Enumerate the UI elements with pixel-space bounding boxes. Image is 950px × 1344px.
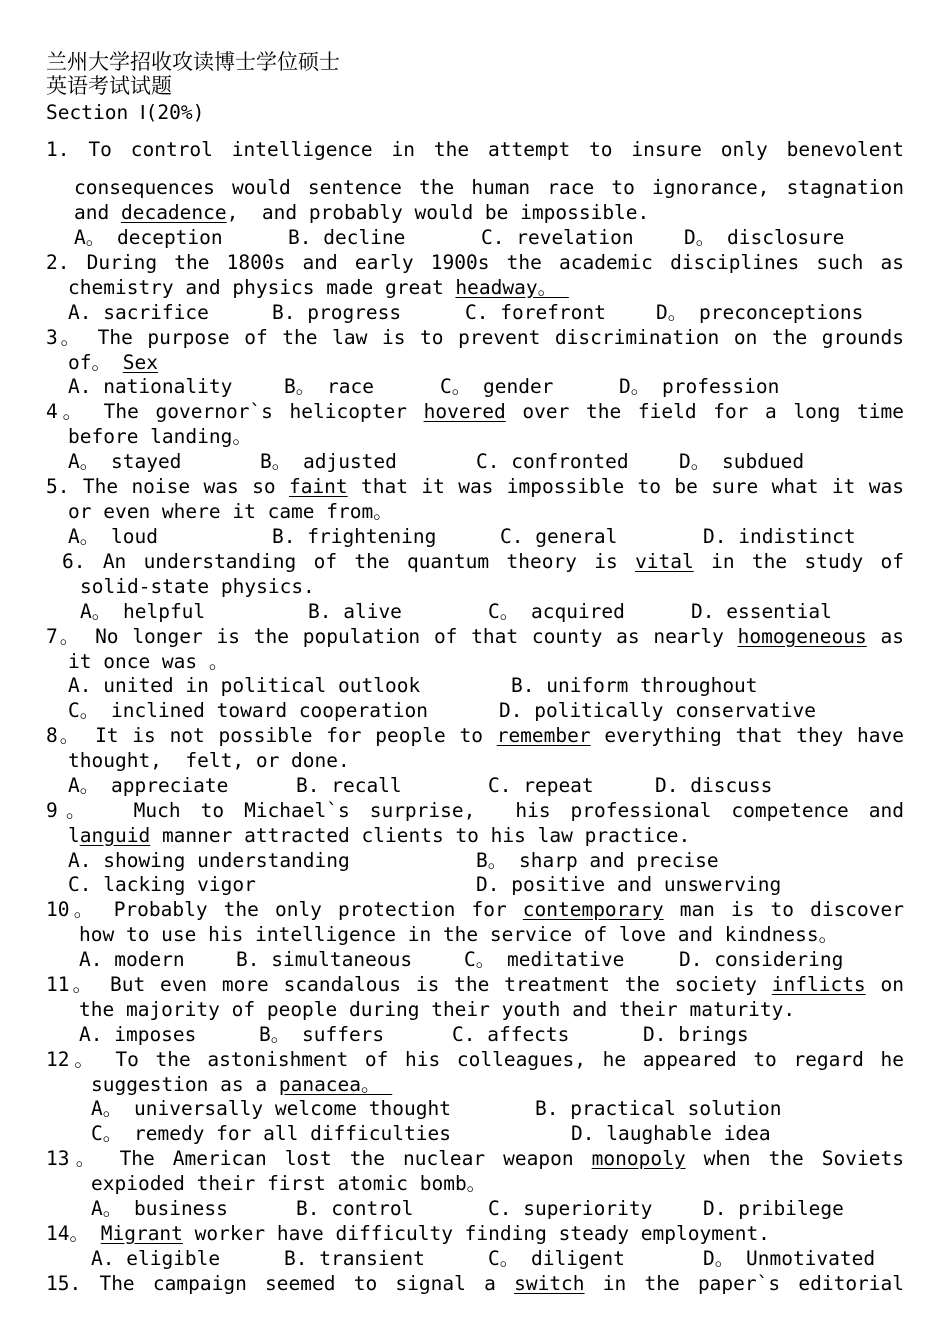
- underlined-word: vital: [635, 550, 694, 573]
- question-4-option-d[interactable]: D。 subdued: [679, 450, 805, 473]
- question-11-option-b[interactable]: B。 suffers: [259, 1023, 385, 1046]
- underlined-word: Sex: [122, 351, 158, 374]
- question-12-option-d[interactable]: D. laughable idea: [571, 1122, 771, 1145]
- question-5-option-d[interactable]: D. indistinct: [703, 525, 856, 548]
- question-7-option-b[interactable]: B. uniform throughout: [511, 674, 758, 697]
- question-12-option-a[interactable]: A。 universally welcome thought: [91, 1097, 451, 1120]
- underlined-word: inflicts: [771, 973, 866, 996]
- question-5-option-a[interactable]: A。 loud: [68, 525, 158, 548]
- question-11-stem-cont: the majority of people during their youth and their maturity.: [79, 998, 796, 1021]
- question-2-stem: 2. During the 1800s and early 1900s the academic disciplines such as: [46, 251, 904, 274]
- question-14-option-d[interactable]: D。 Unmotivated: [703, 1247, 876, 1270]
- question-6-option-d[interactable]: D. essential: [691, 600, 832, 623]
- question-3-option-d[interactable]: D。 profession: [619, 375, 780, 398]
- question-1-option-a[interactable]: A。 deception: [74, 226, 223, 249]
- underlined-word: hovered: [423, 400, 506, 423]
- question-14-option-a[interactable]: A. eligible: [91, 1247, 221, 1270]
- question-3-option-b[interactable]: B。 race: [284, 375, 374, 398]
- question-14-option-b[interactable]: B. transient: [284, 1247, 425, 1270]
- question-3-option-c[interactable]: C。 gender: [440, 375, 554, 398]
- question-3-stem-cont: of。 Sex: [68, 351, 158, 374]
- question-10-option-a[interactable]: A. modern: [79, 948, 185, 971]
- question-12-stem-cont: suggestion as a panacea。: [91, 1073, 393, 1096]
- question-1-stem-cont: consequences would sentence the human race to ignorance, stagnation: [74, 176, 904, 199]
- question-4-option-a[interactable]: A。 stayed: [68, 450, 182, 473]
- question-2-option-b[interactable]: B. progress: [272, 301, 402, 324]
- question-12-option-c[interactable]: C。 remedy for all difficulties: [91, 1122, 451, 1145]
- underlined-word: anguid: [79, 824, 151, 847]
- question-6-stem-cont: solid-state physics.: [80, 575, 315, 598]
- question-13-option-a[interactable]: A。 business: [91, 1197, 228, 1220]
- question-2-option-d[interactable]: D。 preconceptions: [656, 301, 864, 324]
- question-13-option-b[interactable]: B. control: [296, 1197, 414, 1220]
- question-6-stem: 6. An understanding of the quantum theory is vital in the study of: [62, 550, 904, 573]
- question-8-option-a[interactable]: A。 appreciate: [68, 774, 229, 797]
- question-7-option-a[interactable]: A. united in political outlook: [68, 674, 421, 697]
- question-11-option-a[interactable]: A. imposes: [79, 1023, 197, 1046]
- question-10-option-d[interactable]: D. considering: [679, 948, 844, 971]
- question-11-option-d[interactable]: D. brings: [643, 1023, 749, 1046]
- question-9-option-b[interactable]: B。 sharp and precise: [476, 849, 719, 872]
- question-8-stem: 8。 It is not possible for people to remember everything that they have: [46, 724, 904, 747]
- question-8-option-c[interactable]: C. repeat: [488, 774, 594, 797]
- question-1-option-b[interactable]: B. decline: [288, 226, 406, 249]
- question-3-option-a[interactable]: A. nationality: [68, 375, 233, 398]
- question-11-option-c[interactable]: C. affects: [452, 1023, 570, 1046]
- underlined-word: switch: [514, 1272, 585, 1295]
- underlined-word: panacea。: [278, 1073, 393, 1096]
- underlined-word: faint: [288, 475, 348, 498]
- question-13-stem-cont: expioded their first atomic bomb。: [91, 1172, 487, 1195]
- question-9-option-d[interactable]: D. positive and unswerving: [476, 873, 782, 896]
- question-2-option-c[interactable]: C. forefront: [465, 301, 606, 324]
- question-10-option-b[interactable]: B. simultaneous: [236, 948, 413, 971]
- question-10-stem: 10。 Probably the only protection for contemporary man is to discover: [46, 898, 905, 921]
- question-9-stem: 9。 Much to Michael`s surprise, his professional competence and: [46, 799, 904, 822]
- question-9-option-a[interactable]: A. showing understanding: [68, 849, 350, 872]
- underlined-word: homogeneous: [737, 625, 867, 648]
- question-7-stem-cont: it once was 。: [68, 650, 229, 673]
- question-4-option-b[interactable]: B。 adjusted: [260, 450, 397, 473]
- question-7-option-c[interactable]: C。 inclined toward cooperation: [68, 699, 428, 722]
- question-6-option-a[interactable]: A。 helpful: [80, 600, 206, 623]
- question-5-option-c[interactable]: C. general: [500, 525, 618, 548]
- underlined-word: remember: [496, 724, 591, 747]
- question-6-option-b[interactable]: B. alive: [308, 600, 402, 623]
- question-8-option-b[interactable]: B. recall: [296, 774, 402, 797]
- underlined-word: contemporary: [522, 898, 664, 921]
- question-10-stem-cont: how to use his intelligence in the service of love and kindness。: [79, 923, 839, 946]
- question-1-stem: 1. To control intelligence in the attempt to insure only benevolent: [46, 138, 904, 161]
- question-5-stem: 5. The noise was so faint that it was impossible to be sure what it was: [46, 475, 904, 498]
- question-3-stem: 3。 The purpose of the law is to prevent discrimination on the grounds: [46, 326, 904, 349]
- underlined-word: decadence: [120, 201, 227, 224]
- question-5-option-b[interactable]: B. frightening: [272, 525, 437, 548]
- question-1-stem-cont2: and decadence, and probably would be impossible.: [74, 201, 650, 224]
- underlined-word: headway。: [455, 276, 569, 299]
- question-9-option-c[interactable]: C. lacking vigor: [68, 873, 256, 896]
- question-5-stem-cont: or even where it came from。: [68, 500, 393, 523]
- question-4-option-c[interactable]: C. confronted: [476, 450, 629, 473]
- question-4-stem: 4。 The governor`s helicopter hovered over the field for a long time: [46, 400, 904, 423]
- underlined-word: monopoly: [591, 1147, 686, 1170]
- question-10-option-c[interactable]: C。 meditative: [464, 948, 625, 971]
- question-8-stem-cont: thought, felt, or done.: [68, 749, 350, 772]
- question-2-stem-cont: chemistry and physics made great headway。: [68, 276, 569, 299]
- exam-title-line2: 英语考试试题: [46, 74, 172, 98]
- question-15-stem: 15. The campaign seemed to signal a switch in the paper`s editorial: [46, 1272, 905, 1295]
- question-8-option-d[interactable]: D. discuss: [655, 774, 773, 797]
- question-4-stem-cont: before landing。: [68, 425, 252, 448]
- question-1-option-c[interactable]: C. revelation: [481, 226, 634, 249]
- question-14-stem: 14。 Migrant worker have difficulty finding steady employment.: [46, 1222, 770, 1245]
- question-1-option-d[interactable]: D。 disclosure: [684, 226, 845, 249]
- exam-title-line1: 兰州大学招收攻读博士学位硕士: [46, 50, 340, 74]
- question-14-option-c[interactable]: C。 diligent: [488, 1247, 625, 1270]
- question-12-stem: 12。 To the astonishment of his colleagues, he appeared to regard he: [46, 1048, 904, 1071]
- underlined-word: Migrant: [100, 1222, 183, 1245]
- question-11-stem: 11。 But even more scandalous is the treatment the society inflicts on: [46, 973, 904, 996]
- question-13-option-d[interactable]: D. pribilege: [703, 1197, 844, 1220]
- question-6-option-c[interactable]: C。 acquired: [488, 600, 625, 623]
- question-2-option-a[interactable]: A. sacrifice: [68, 301, 209, 324]
- question-9-stem-cont: languid manner attracted clients to his law practice.: [68, 824, 691, 847]
- question-13-option-c[interactable]: C. superiority: [488, 1197, 653, 1220]
- question-7-stem: 7。 No longer is the population of that county as nearly homogeneous as: [46, 625, 904, 648]
- question-13-stem: 13。 The American lost the nuclear weapon monopoly when the Soviets: [46, 1147, 904, 1170]
- question-7-option-d[interactable]: D. politically conservative: [499, 699, 816, 722]
- question-12-option-b[interactable]: B. practical solution: [535, 1097, 782, 1120]
- section-heading: Section Ⅰ(20%): [46, 101, 205, 124]
